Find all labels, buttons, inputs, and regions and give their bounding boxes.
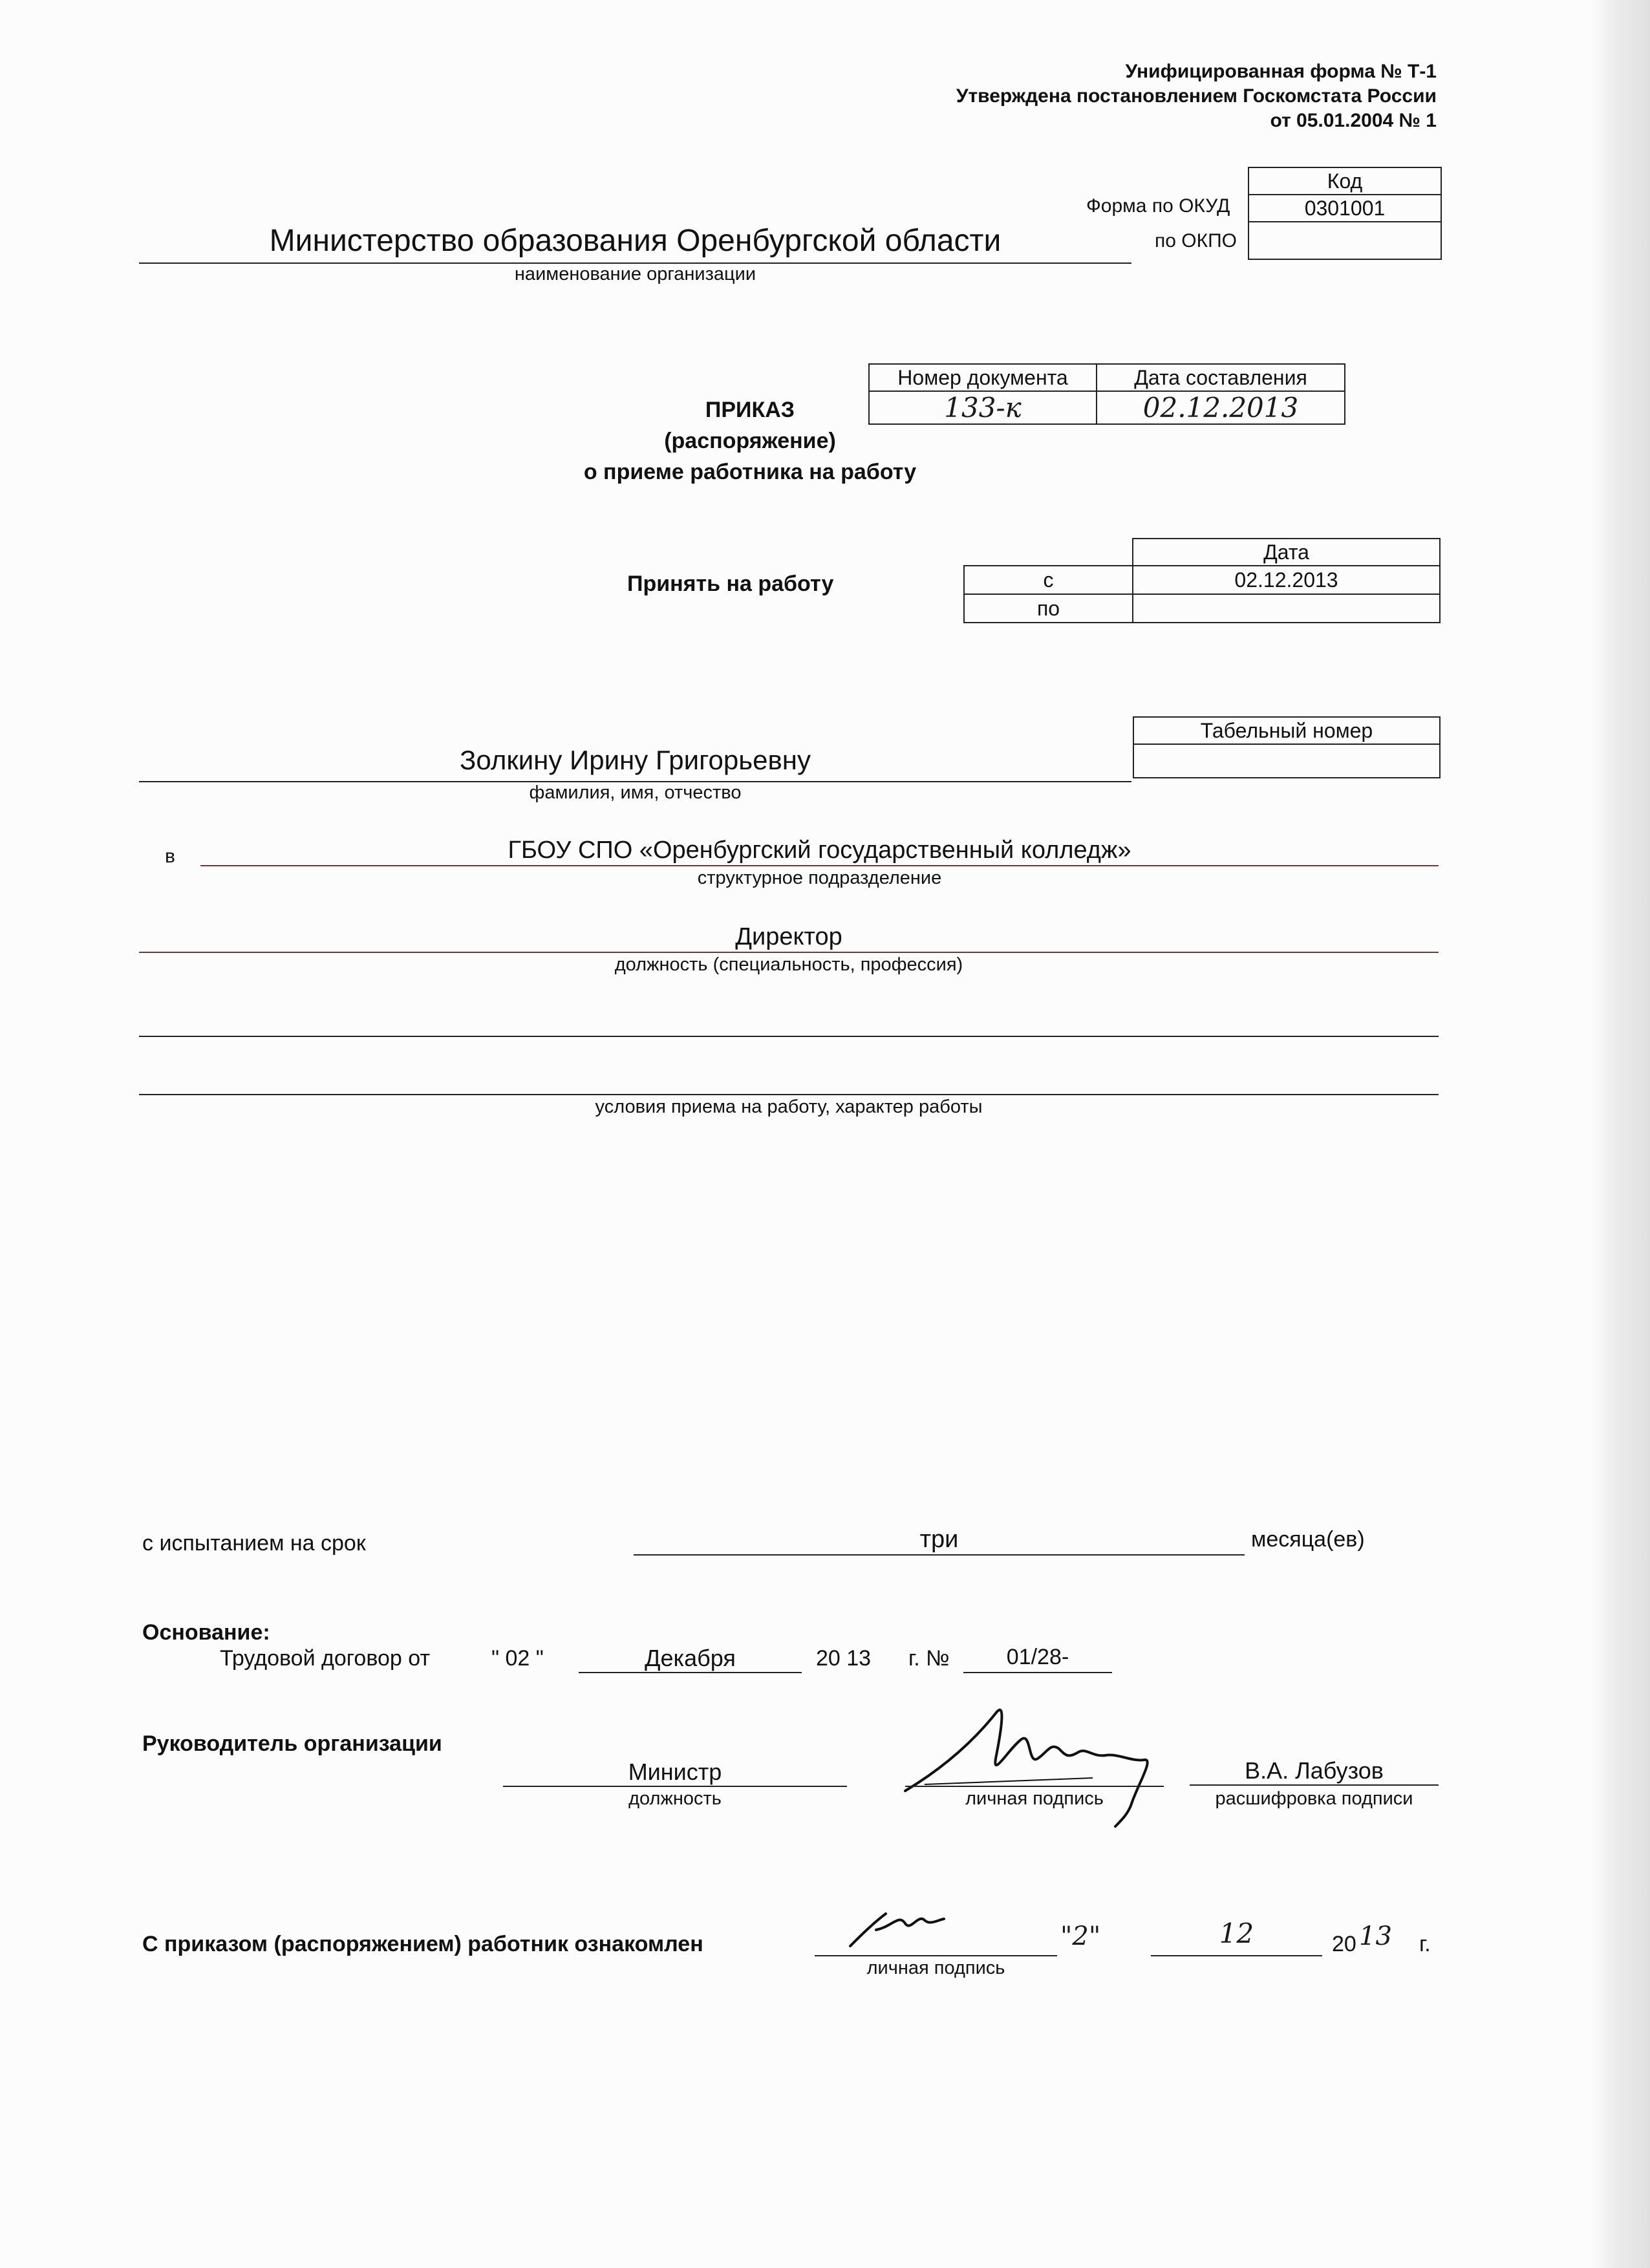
ack-day: "2": [1060, 1921, 1101, 1951]
hire-dates-table: [963, 538, 1441, 623]
probation-unit: месяца(ев): [1251, 1527, 1365, 1552]
hire-to-label: по: [964, 594, 1133, 623]
department-name: ГБОУ СПО «Оренбургский государственный колледж»: [508, 837, 1131, 864]
tab-number-value: [1133, 744, 1440, 778]
head-signature-icon: [899, 1687, 1157, 1836]
basis-month: Декабря: [645, 1645, 736, 1671]
position-caption: должность (специальность, профессия): [614, 954, 963, 975]
ack-year-prefix: 20: [1332, 1932, 1356, 1956]
head-signature-caption: личная подпись: [965, 1788, 1104, 1809]
document-date-header: Дата составления: [1097, 364, 1345, 391]
position-underline: [139, 952, 1439, 953]
okpo-value: [1248, 222, 1441, 259]
basis-day: " 02 ": [491, 1646, 544, 1671]
basis-number-label: г. №: [908, 1646, 950, 1671]
probation-value: три: [919, 1526, 959, 1553]
head-name-caption: расшифровка подписи: [1215, 1788, 1413, 1809]
basis-number: 01/28-: [1006, 1645, 1069, 1669]
form-header-line2: Утверждена постановлением Госкомстата России: [956, 85, 1437, 107]
ack-year-suffix: 13: [1359, 1921, 1392, 1951]
hire-corner: [964, 539, 1133, 566]
ack-month-underline: [1151, 1955, 1322, 1956]
department-caption: структурное подразделение: [697, 868, 942, 888]
department-underline: [200, 865, 1439, 866]
hire-label: Принять на работу: [627, 572, 834, 596]
head-position-caption: должность: [628, 1788, 722, 1809]
document-title: [491, 394, 1009, 487]
okpo-label: по ОКПО: [1155, 230, 1237, 251]
ack-signature-icon: [841, 1901, 1022, 1952]
form-header-line1: Унифицированная форма № Т-1: [1125, 61, 1437, 82]
probation-label: с испытанием на срок: [142, 1531, 366, 1556]
scan-edge-shadow: [1592, 0, 1650, 2268]
document-number-header: Номер документа: [869, 364, 1097, 391]
head-signature-underline: [905, 1786, 1164, 1787]
head-name: В.А. Лабузов: [1245, 1757, 1384, 1784]
tab-number-header: Табельный номер: [1133, 717, 1440, 744]
organization-name: Министерство образования Оренбургской области: [269, 224, 1002, 258]
form-header-line3: от 05.01.2004 № 1: [1270, 110, 1437, 131]
employee-name-caption: фамилия, имя, отчество: [529, 782, 742, 803]
codes-table: [1248, 167, 1442, 260]
tab-number-table: [1133, 716, 1441, 778]
hire-to-value: [1133, 594, 1440, 623]
head-position-underline: [503, 1786, 847, 1787]
hire-from-label: с: [964, 566, 1133, 594]
ack-month: 12: [1219, 1918, 1254, 1949]
okud-value: 0301001: [1248, 195, 1441, 222]
hire-date-header: Дата: [1133, 539, 1440, 566]
conditions-line-2: [139, 1094, 1439, 1095]
ack-signature-underline: [815, 1955, 1057, 1956]
conditions-line-1: [139, 1036, 1439, 1037]
document-title-3: о приеме работника на работу: [583, 460, 917, 484]
head-position: Министр: [628, 1759, 722, 1785]
basis-number-underline: [963, 1672, 1112, 1673]
basis-title: Основание:: [142, 1620, 270, 1645]
ack-signature-caption: личная подпись: [866, 1958, 1005, 1978]
document-title-2: (распоряжение): [664, 429, 836, 453]
department-prefix: в: [165, 846, 175, 867]
form-header: [956, 59, 1437, 133]
head-name-underline: [1190, 1784, 1439, 1786]
document-date-value: 02.12.2013: [1097, 391, 1345, 424]
basis-year: 20 13: [816, 1646, 872, 1671]
position-name: Директор: [735, 923, 842, 950]
head-title: Руководитель организации: [142, 1731, 442, 1756]
basis-contract-label: Трудовой договор от: [220, 1646, 431, 1671]
ack-year-end: г.: [1419, 1932, 1431, 1956]
organization-caption: наименование организации: [514, 264, 756, 284]
document-number-value: 133-к: [869, 391, 1097, 424]
okud-label: Форма по ОКУД: [1086, 195, 1230, 217]
kod-header: Код: [1248, 167, 1441, 195]
employee-name: Золкину Ирину Григорьевну: [460, 745, 811, 775]
basis-month-underline: [579, 1672, 802, 1673]
document-title-1: ПРИКАЗ: [705, 398, 795, 422]
conditions-caption: условия приема на работу, характер работы: [595, 1097, 983, 1117]
probation-underline: [634, 1554, 1245, 1556]
ack-label: С приказом (распоряжением) работник ознакомлен: [142, 1932, 703, 1956]
hire-from-value: 02.12.2013: [1133, 566, 1440, 594]
